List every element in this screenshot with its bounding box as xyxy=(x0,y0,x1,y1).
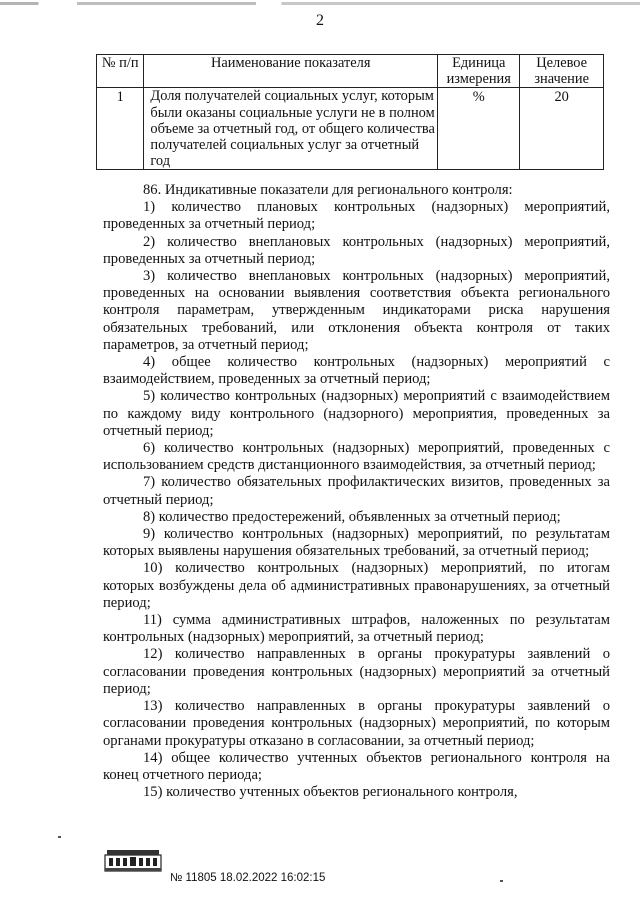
list-item: 7) количество обязательных профилактических визитов, проведенных за отчетный период; xyxy=(103,474,610,508)
col-header-unit: Единица измерения xyxy=(438,55,520,88)
row-indicator-name: Доля получателей социальных услуг, которым были оказаны социальные услуги не в полном объеме за отчетный год, от общего количества получателей социальных услуг за отчетный год xyxy=(144,88,438,170)
list-item: 9) количество контрольных (надзорных) мероприятий, по результатам которых выявлены нарушения обязательных требований, за отчетный период; xyxy=(103,526,610,560)
table-header-row xyxy=(97,55,604,88)
col-header-target: Целевое значение xyxy=(520,55,604,88)
row-target-value: 20 xyxy=(520,88,604,170)
page-number: 2 xyxy=(316,12,324,29)
list-item: 2) количество внеплановых контрольных (надзорных) мероприятий, проведенных за отчетный период; xyxy=(103,233,610,267)
list-item: 1) количество плановых контрольных (надзорных) мероприятий, проведенных за отчетный период; xyxy=(103,199,610,233)
col-header-number: № п/п xyxy=(97,55,144,88)
indicator-table xyxy=(96,54,604,170)
list-item: 10) количество контрольных (надзорных) мероприятий, по итогам которых возбуждены дела об административных правонарушениях, за отчетный период; xyxy=(103,560,610,611)
scan-speck xyxy=(500,880,503,882)
section-heading: 86. Индикативные показатели для регионального контроля: xyxy=(143,182,513,198)
table-row xyxy=(97,88,604,170)
list-item: 15) количество учтенных объектов регионального контроля, xyxy=(143,784,518,801)
list-item: 4) общее количество контрольных (надзорных) мероприятий с взаимодействием, проведенных за отчетный период; xyxy=(103,354,610,388)
list-item: 13) количество направленных в органы прокуратуры заявлений о согласовании проведения контрольных (надзорных) мероприятий, по которым органами прокуратуры отказано в согласовании, за отчетный период; xyxy=(103,698,610,749)
document-body xyxy=(103,182,610,801)
building-stamp-icon xyxy=(104,848,162,874)
col-header-name: Наименование показателя xyxy=(144,55,438,88)
list-item: 5) количество контрольных (надзорных) мероприятий с взаимодействием по каждому виду контрольного (надзорного) мероприятия, проведенных за отчетный период; xyxy=(103,388,610,439)
list-item: 6) количество контрольных (надзорных) мероприятий, проведенных с использованием средств дистанционного взаимодействия, за отчетный период; xyxy=(103,440,610,474)
scan-speck xyxy=(58,836,61,838)
list-item: 12) количество направленных в органы прокуратуры заявлений о согласовании проведения контрольных (надзорных) мероприятий за отчетный период; xyxy=(103,646,610,697)
row-unit: % xyxy=(438,88,520,170)
scan-top-edge xyxy=(0,2,640,5)
document-registration-number: № 11805 18.02.2022 16:02:15 xyxy=(170,872,326,884)
list-item: 8) количество предостережений, объявленных за отчетный период; xyxy=(143,508,561,525)
list-item: 11) сумма административных штрафов, наложенных по результатам контрольных (надзорных) мероприятий, за отчетный период; xyxy=(103,612,610,646)
list-item: 14) общее количество учтенных объектов регионального контроля на конец отчетного периода; xyxy=(103,749,610,783)
row-number: 1 xyxy=(97,88,144,170)
list-item: 3) количество внеплановых контрольных (надзорных) мероприятий, проведенных на основании выявления соответствия объекта регионального контроля параметрам, утвержденным индикаторами риска нарушения обязательных требований, или отклонения объекта контроля от таких параметров, за отчетный период; xyxy=(103,268,610,353)
